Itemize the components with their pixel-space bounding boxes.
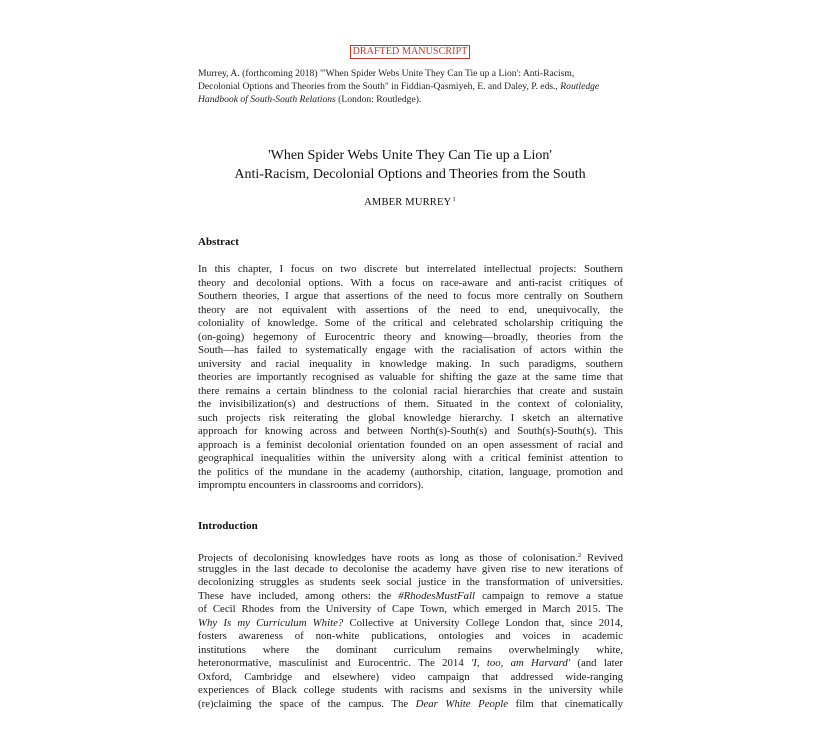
- citation-line-2: Decolonial Options and Theories from the South" in Fiddian-Qasmiyeh, E. and Daley, P. eds.,: [198, 81, 561, 92]
- italic-title: Why Is my Curriculum White?: [198, 616, 344, 629]
- introduction-line: [198, 671, 623, 685]
- italic-title: 'I, too, am Harvard': [470, 657, 571, 669]
- introduction-line: [198, 684, 623, 698]
- text-segment: Revived: [581, 552, 623, 563]
- text-segment: institutions where the dominant curriculum remains overwhelmingly white,: [198, 643, 623, 656]
- text-segment: of Cecil Rhodes from the University of Cape Town, which emerged in March 2015. The: [198, 603, 623, 615]
- introduction-line: [198, 603, 623, 617]
- author-footnote-marker: 1: [452, 196, 456, 203]
- introduction-line: [198, 657, 623, 671]
- text-segment: Oxford, Cambridge and elsewhere) video campaign that addressed wide-ranging: [198, 670, 623, 683]
- abstract-line: approach is a feminist decolonial orientation founded on an open assessment of racial and: [198, 438, 623, 451]
- citation-line-1: Murrey, A. (forthcoming 2018) "'When Spider Webs Unite They Can Tie up a Lion': Anti-Racism,: [198, 68, 575, 79]
- abstract-line: impromptu encounters in classrooms and corridors).: [198, 479, 424, 491]
- introduction-heading: Introduction: [198, 520, 258, 532]
- text-segment: (re)claiming the space of the campus. The: [198, 697, 416, 710]
- abstract-line: In this chapter, I focus on two discrete but interrelated intellectual projects: Southern: [198, 263, 623, 275]
- text-segment: experiences of Black college students with racisms and sexisms in the university while: [198, 684, 623, 696]
- text-segment: fosters awareness of non-white publications, ontologies and voices in academic: [198, 630, 623, 642]
- abstract-heading: Abstract: [198, 236, 239, 248]
- text-segment: film that cinematically: [508, 697, 623, 710]
- text-segment: heteronormative, masculinist and Eurocentric. The 2014: [198, 657, 471, 669]
- abstract-line: the politics of the mundane in the academy (authorship, citation, language, promotion and: [198, 465, 623, 478]
- introduction-body: [198, 549, 623, 711]
- author-line: [0, 196, 820, 208]
- author-name: AMBER MURREY: [364, 197, 452, 208]
- introduction-line: [198, 563, 623, 577]
- introduction-line: [198, 549, 623, 563]
- text-segment: These have included, among others: the: [198, 589, 399, 602]
- drafted-manuscript-stamp: DRAFTED MANUSCRIPT: [350, 45, 471, 59]
- introduction-line: [198, 590, 623, 604]
- abstract-line: South—has failed to systematically engage with the racialisation of actors within the: [198, 344, 623, 356]
- text-segment: (and later: [570, 657, 623, 669]
- introduction-line: [198, 617, 623, 631]
- abstract-line: (on-going) hegemony of Eurocentric theory and knowing—broadly, theories from the: [198, 330, 623, 343]
- abstract-line: geographical inequalities within the university along with a critical feminist attention to: [198, 452, 623, 464]
- abstract-line: the invisibilization(s) and destructions of them. Situated in the context of coloniality,: [198, 398, 623, 410]
- text-segment: campaign to remove a statue: [475, 589, 623, 602]
- abstract-line: there remains a certain blindness to the colonial racial hierarchies that create and sustain: [198, 384, 623, 397]
- abstract-body: [198, 263, 623, 493]
- italic-title: #RhodesMustFall: [398, 589, 476, 602]
- text-segment: decolonizing struggles as students seek social justice in the transformation of universities.: [198, 576, 623, 588]
- abstract-line: coloniality of knowledge. Some of the critical and celebrated scholarship critiquing the: [198, 317, 623, 329]
- introduction-line: [198, 698, 623, 712]
- citation-handbook-title: Handbook of South-South Relations: [198, 94, 336, 105]
- text-segment: struggles in the last decade to decolonise the academy have given rise to new iterations of: [198, 562, 623, 575]
- introduction-line: [198, 630, 623, 644]
- footnote-marker: 2: [578, 552, 582, 559]
- abstract-line: theory and decolonial options. With a focus on race-aware and anti-racist critiques of: [198, 276, 623, 289]
- stamp-container: [0, 41, 820, 59]
- abstract-line: university and racial inequality in knowledge making. In such paradigms, southern: [198, 357, 623, 370]
- introduction-line: [198, 644, 623, 658]
- abstract-line: approach for knowing across and between North(s)-South(s) and South(s)-South(s). This: [198, 425, 623, 437]
- title-line-2: Anti-Racism, Decolonial Options and Theories from the South: [234, 167, 586, 182]
- text-segment: Collective at University College London that, since 2014,: [343, 616, 623, 629]
- abstract-line: Southern theories, I argue that assertions of the need to focus more centrally on Southern: [198, 290, 623, 302]
- abstract-line: theory are not equivalent with assertions of the need to end, unequivocally, the: [198, 303, 623, 316]
- citation-block: [198, 67, 624, 106]
- citation-line-3-tail: (London: Routledge).: [335, 94, 422, 105]
- introduction-line: [198, 576, 623, 590]
- italic-title: Dear White People: [415, 697, 509, 710]
- text-segment: Projects of decolonising knowledges have roots as long as those of colonisation.: [198, 552, 579, 563]
- chapter-title: [0, 146, 820, 184]
- citation-publisher-italic: Routledge: [560, 81, 600, 92]
- abstract-line: theories are importantly recognised as valuable for shifting the gaze at the same time that: [198, 371, 623, 383]
- title-line-1: 'When Spider Webs Unite They Can Tie up a Lion': [268, 148, 552, 163]
- abstract-line: such projects risk reiterating the global knowledge hierarchy. I sketch an alternative: [198, 411, 623, 424]
